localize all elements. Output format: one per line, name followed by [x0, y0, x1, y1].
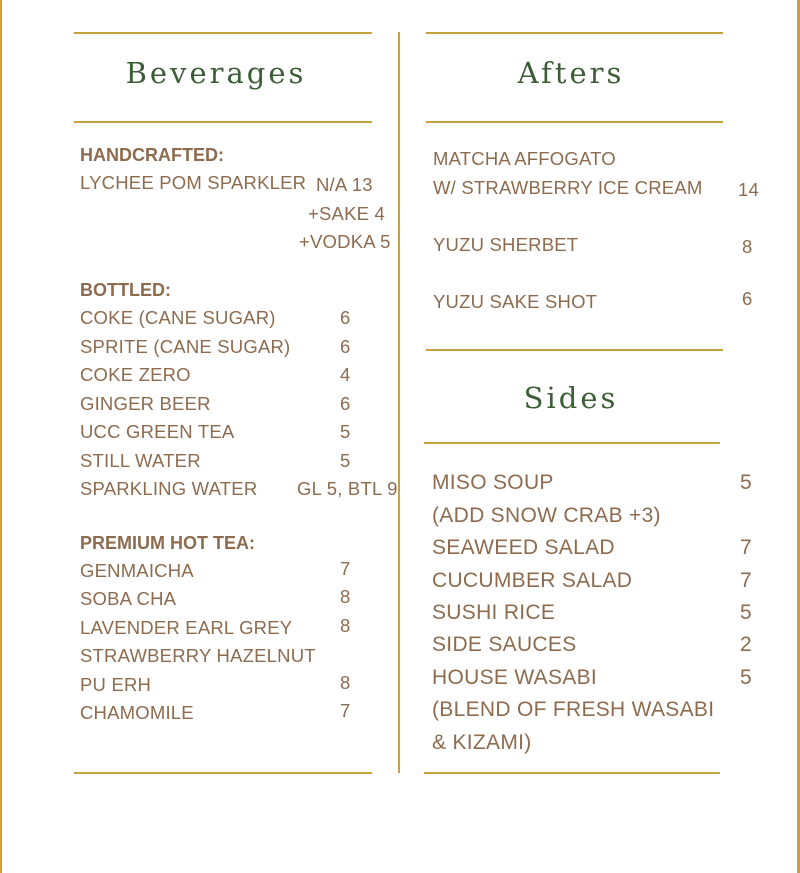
item-price: 5: [340, 450, 351, 471]
beverages-title: Beverages: [125, 56, 307, 90]
item-price: 6: [340, 393, 351, 414]
list-item: COKE (CANE SUGAR): [80, 307, 276, 328]
item-price: 14: [738, 179, 759, 200]
item-price: 6: [340, 336, 351, 357]
item-price: 7: [340, 700, 351, 721]
list-item: SPRITE (CANE SUGAR): [80, 336, 291, 357]
list-item: UCC GREEN TEA: [80, 421, 235, 442]
afters-title: Afters: [517, 56, 625, 90]
item-price: 2: [740, 633, 752, 656]
item-price: 8: [340, 586, 351, 607]
afters-bottom-rule: [426, 349, 723, 351]
list-item: SPARKLING WATER: [80, 478, 258, 499]
beverages-bottom-rule: [74, 772, 372, 774]
item-price: 5: [740, 471, 752, 494]
list-item: (ADD SNOW CRAB +3): [432, 504, 661, 527]
lychee-pom-sparkler: LYCHEE POM SPARKLER: [80, 172, 307, 193]
list-item: SUSHI RICE: [432, 601, 556, 624]
item-price: 7: [340, 558, 351, 579]
list-item: CHAMOMILE: [80, 702, 194, 723]
list-item: SIDE SAUCES: [432, 633, 577, 656]
item-price: 5: [340, 421, 351, 442]
afters-top-rule: [426, 32, 723, 34]
list-item: STRAWBERRY HAZELNUT: [80, 645, 316, 666]
column-divider: [398, 32, 400, 773]
list-item: STILL WATER: [80, 450, 201, 471]
item-price: 7: [740, 536, 752, 559]
sides-title-rule: [424, 442, 720, 444]
item-price: 5: [740, 601, 752, 624]
handcrafted-heading: HANDCRAFTED:: [80, 145, 224, 165]
item-price: 7: [740, 569, 752, 592]
list-item: W/ STRAWBERRY ICE CREAM: [433, 177, 703, 198]
list-item: GINGER BEER: [80, 393, 211, 414]
item-price: GL 5, BTL 9: [297, 478, 398, 499]
item-price: 4: [340, 364, 351, 385]
list-item: CUCUMBER SALAD: [432, 569, 633, 592]
beverages-title-rule: [74, 121, 372, 123]
list-item: SEAWEED SALAD: [432, 536, 615, 559]
item-price: 8: [742, 236, 753, 257]
item-price: 6: [742, 288, 753, 309]
list-item: LAVENDER EARL GREY: [80, 617, 293, 638]
bottled-heading: BOTTLED:: [80, 280, 171, 300]
price-sake: +SAKE 4: [308, 203, 385, 224]
afters-title-rule: [426, 121, 723, 123]
item-price: 5: [740, 666, 752, 689]
premium-tea-heading: PREMIUM HOT TEA:: [80, 533, 255, 553]
sides-bottom-rule: [424, 772, 720, 774]
list-item: & KIZAMI): [432, 731, 532, 754]
item-price: 6: [340, 307, 351, 328]
list-item: HOUSE WASABI: [432, 666, 598, 689]
list-item: YUZU SHERBET: [433, 234, 579, 255]
list-item: SOBA CHA: [80, 588, 177, 609]
price-na: N/A 13: [316, 174, 373, 195]
list-item: COKE ZERO: [80, 364, 191, 385]
list-item: YUZU SAKE SHOT: [433, 291, 598, 312]
item-price: 8: [340, 672, 351, 693]
frame-left-border: [0, 0, 2, 873]
sides-title: Sides: [523, 381, 619, 415]
list-item: MATCHA AFFOGATO: [433, 148, 616, 169]
list-item: (BLEND OF FRESH WASABI: [432, 698, 715, 721]
beverages-top-rule: [74, 32, 372, 34]
list-item: GENMAICHA: [80, 560, 194, 581]
list-item: MISO SOUP: [432, 471, 554, 494]
price-vodka: +VODKA 5: [299, 231, 391, 252]
item-price: 8: [340, 615, 351, 636]
list-item: PU ERH: [80, 674, 152, 695]
